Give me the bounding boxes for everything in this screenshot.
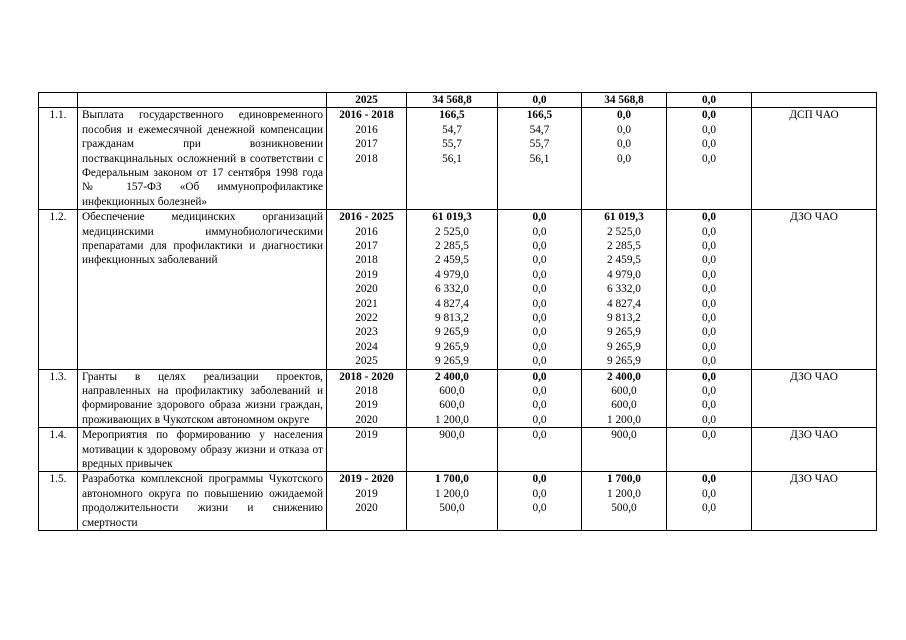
row-fed-value: 0,0	[532, 268, 547, 281]
row-reg-value: 2 400,0	[607, 370, 641, 383]
row-years-cell	[327, 472, 407, 531]
row-total-value: 4 827,4	[435, 297, 469, 310]
row-total-value: 4 979,0	[435, 268, 469, 281]
row-other-value: 0,0	[701, 123, 717, 136]
row-other-value: 0,0	[701, 413, 717, 426]
row-other-value: 0,0	[701, 311, 717, 324]
row-reg-value: 1 200,0	[607, 487, 641, 500]
row-years-value: 2025	[355, 355, 378, 368]
num-cell	[39, 93, 78, 108]
row-reg-value: 4 827,4	[607, 297, 641, 310]
row-years-value: 2019	[355, 487, 378, 500]
row-other-value: 0,0	[701, 370, 717, 383]
row-reg-value: 6 332,0	[607, 283, 641, 296]
row-responsible: ДЗО ЧАО	[752, 428, 877, 472]
row-years-value: 2022	[355, 311, 378, 324]
row-years-cell	[327, 108, 407, 210]
row-years-value: 2021	[355, 297, 378, 310]
row-fed-cell	[498, 428, 582, 472]
total-cell: 34 568,8	[407, 93, 498, 108]
row-other-cell	[667, 369, 752, 428]
row-other-value: 0,0	[701, 355, 717, 368]
row-years-value: 2018	[355, 254, 378, 267]
row-total-value: 55,7	[442, 138, 462, 151]
row-total-cell	[407, 428, 498, 472]
row-total-value: 9 265,9	[435, 355, 469, 368]
row-reg-value: 0,0	[616, 123, 632, 136]
row-number: 1.4.	[39, 428, 78, 472]
row-fed-value: 0,0	[532, 225, 547, 238]
row-description: Обеспечение медицинских организаций медицинскими иммунобиологическими препаратами для профилактики и диагностики инфекционных заболеваний	[78, 210, 327, 369]
table-body	[39, 93, 877, 531]
row-reg-value: 0,0	[616, 152, 632, 165]
table-row	[39, 428, 877, 472]
row-other-cell	[667, 472, 752, 531]
row-years-value: 2019 - 2020	[339, 473, 394, 486]
row-reg-value: 2 285,5	[607, 240, 641, 253]
row-years-value: 2020	[355, 502, 378, 515]
row-years-value: 2019	[355, 268, 378, 281]
row-fed-value: 54,7	[529, 123, 550, 136]
program-table	[38, 92, 877, 531]
row-other-value: 0,0	[701, 473, 717, 486]
row-total-value: 600,0	[439, 384, 465, 397]
row-fed-cell	[498, 108, 582, 210]
row-years-value: 2016 - 2025	[339, 211, 394, 224]
row-other-value: 0,0	[701, 109, 717, 122]
row-other-value: 0,0	[701, 225, 717, 238]
row-fed-value: 0,0	[532, 399, 547, 412]
row-years-value: 2017	[355, 240, 378, 253]
row-reg-value: 2 525,0	[607, 225, 641, 238]
row-other-cell	[667, 108, 752, 210]
description-cell	[78, 93, 327, 108]
row-total-cell	[407, 472, 498, 531]
row-fed-value: 0,0	[532, 254, 547, 267]
row-other-value: 0,0	[701, 326, 717, 339]
row-fed-value: 166,5	[526, 109, 553, 122]
row-reg-value: 900,0	[611, 429, 637, 442]
row-other-value: 0,0	[701, 283, 717, 296]
row-total-value: 600,0	[439, 399, 465, 412]
row-years-cell	[327, 428, 407, 472]
row-total-value: 1 200,0	[435, 413, 469, 426]
row-description: Выплата государственного единовременного пособия и ежемесячной денежной компенсации гражданам при возникновении поствакцинальных осложнений в соответствии с Федеральным законом от 17 сентября 1998 года № 157-ФЗ «Об иммунопрофилактике инфекционных болезней»	[78, 108, 327, 210]
row-total-cell	[407, 108, 498, 210]
row-fed-value: 56,1	[529, 152, 550, 165]
row-reg-value: 4 979,0	[607, 268, 641, 281]
row-total-value: 900,0	[439, 429, 465, 442]
responsible-cell	[752, 93, 877, 108]
row-reg-value: 2 459,5	[607, 254, 641, 267]
row-years-value: 2019	[355, 399, 378, 412]
row-number: 1.1.	[39, 108, 78, 210]
row-responsible: ДЗО ЧАО	[752, 210, 877, 369]
table-row	[39, 210, 877, 369]
row-other-cell	[667, 428, 752, 472]
row-other-value: 0,0	[701, 429, 717, 442]
row-other-value: 0,0	[701, 502, 717, 515]
row-total-value: 2 525,0	[435, 225, 469, 238]
row-other-value: 0,0	[701, 268, 717, 281]
row-years-value: 2018	[355, 384, 378, 397]
row-fed-value: 55,7	[529, 138, 550, 151]
row-fed-value: 0,0	[532, 429, 547, 442]
row-total-value: 166,5	[439, 109, 465, 122]
row-total-value: 6 332,0	[435, 283, 469, 296]
row-description: Мероприятия по формированию у населения мотивации к здоровому образу жизни и отказа от вредных привычек	[78, 428, 327, 472]
row-years-value: 2018	[355, 152, 378, 165]
row-total-value: 2 285,5	[435, 240, 469, 253]
row-years-value: 2020	[355, 413, 378, 426]
row-fed-value: 0,0	[532, 340, 547, 353]
row-other-value: 0,0	[701, 340, 717, 353]
row-total-value: 9 813,2	[435, 311, 469, 324]
row-responsible: ДЗО ЧАО	[752, 369, 877, 428]
row-years-value: 2019	[355, 429, 378, 442]
row-years-value: 2016	[355, 225, 378, 238]
row-fed-value: 0,0	[532, 326, 547, 339]
row-total-cell	[407, 210, 498, 369]
table-row	[39, 369, 877, 428]
row-reg-value: 600,0	[611, 384, 637, 397]
row-reg-cell	[582, 369, 667, 428]
row-fed-value: 0,0	[532, 384, 547, 397]
row-other-value: 0,0	[701, 384, 717, 397]
row-fed-cell	[498, 472, 582, 531]
row-responsible: ДЗО ЧАО	[752, 472, 877, 531]
row-other-value: 0,0	[701, 487, 717, 500]
row-years-value: 2017	[355, 138, 378, 151]
row-years-cell	[327, 369, 407, 428]
row-description: Гранты в целях реализации проектов, направленных на профилактику заболеваний и формирование здорового образа жизни граждан, проживающих в Чукотском автономном округе	[78, 369, 327, 428]
row-total-value: 54,7	[442, 123, 462, 136]
row-number: 1.5.	[39, 472, 78, 531]
row-number: 1.3.	[39, 369, 78, 428]
row-total-value: 1 700,0	[435, 473, 469, 486]
row-years-value: 2018 - 2020	[339, 370, 394, 383]
row-reg-cell	[582, 210, 667, 369]
row-total-value: 9 265,9	[435, 326, 469, 339]
row-fed-value: 0,0	[532, 473, 547, 486]
row-reg-value: 9 265,9	[607, 340, 641, 353]
row-reg-cell	[582, 428, 667, 472]
row-total-value: 56,1	[442, 152, 462, 165]
row-description: Разработка комплексной программы Чукотского автономного округа по повышению ожидаемой продолжительности жизни и снижению смертности	[78, 472, 327, 531]
row-responsible: ДСП ЧАО	[752, 108, 877, 210]
row-reg-cell	[582, 472, 667, 531]
row-other-value: 0,0	[701, 138, 717, 151]
row-reg-cell	[582, 108, 667, 210]
row-fed-value: 0,0	[532, 211, 547, 224]
federal-cell: 0,0	[498, 93, 582, 108]
row-fed-value: 0,0	[532, 240, 547, 253]
row-reg-value: 9 813,2	[607, 311, 641, 324]
row-other-cell	[667, 210, 752, 369]
row-total-value: 61 019,3	[432, 211, 472, 224]
row-fed-value: 0,0	[532, 370, 547, 383]
row-reg-value: 600,0	[611, 399, 637, 412]
row-reg-value: 500,0	[611, 502, 637, 515]
row-total-value: 9 265,9	[435, 340, 469, 353]
row-reg-value: 0,0	[616, 138, 632, 151]
row-number: 1.2.	[39, 210, 78, 369]
row-fed-value: 0,0	[532, 413, 547, 426]
row-other-value: 0,0	[701, 297, 717, 310]
year-cell: 2025	[327, 93, 407, 108]
row-other-value: 0,0	[701, 254, 717, 267]
row-reg-value: 61 019,3	[604, 211, 644, 224]
table-row	[39, 108, 877, 210]
row-other-value: 0,0	[701, 240, 717, 253]
row-fed-cell	[498, 210, 582, 369]
row-reg-value: 0,0	[616, 109, 632, 122]
row-fed-value: 0,0	[532, 297, 547, 310]
regional-cell: 34 568,8	[582, 93, 667, 108]
row-reg-value: 1 700,0	[607, 473, 641, 486]
row-reg-value: 1 200,0	[607, 413, 641, 426]
row-years-value: 2020	[355, 283, 378, 296]
row-total-cell	[407, 369, 498, 428]
row-total-value: 2 459,5	[435, 254, 469, 267]
row-fed-value: 0,0	[532, 311, 547, 324]
row-total-value: 500,0	[439, 502, 465, 515]
row-fed-value: 0,0	[532, 283, 547, 296]
row-reg-value: 9 265,9	[607, 355, 641, 368]
row-years-value: 2016 - 2018	[339, 109, 394, 122]
row-years-value: 2023	[355, 326, 378, 339]
table-row	[39, 472, 877, 531]
row-other-value: 0,0	[701, 152, 717, 165]
row-years-value: 2016	[355, 123, 378, 136]
row-other-value: 0,0	[701, 211, 717, 224]
row-fed-cell	[498, 369, 582, 428]
other-cell: 0,0	[667, 93, 752, 108]
row-total-value: 2 400,0	[435, 370, 469, 383]
row-years-value: 2024	[355, 340, 378, 353]
row-fed-value: 0,0	[532, 502, 547, 515]
row-reg-value: 9 265,9	[607, 326, 641, 339]
row-other-value: 0,0	[701, 399, 717, 412]
row-total-value: 1 200,0	[435, 487, 469, 500]
row-fed-value: 0,0	[532, 355, 547, 368]
row-fed-value: 0,0	[532, 487, 547, 500]
row-years-cell	[327, 210, 407, 369]
table-row-top	[39, 93, 877, 108]
